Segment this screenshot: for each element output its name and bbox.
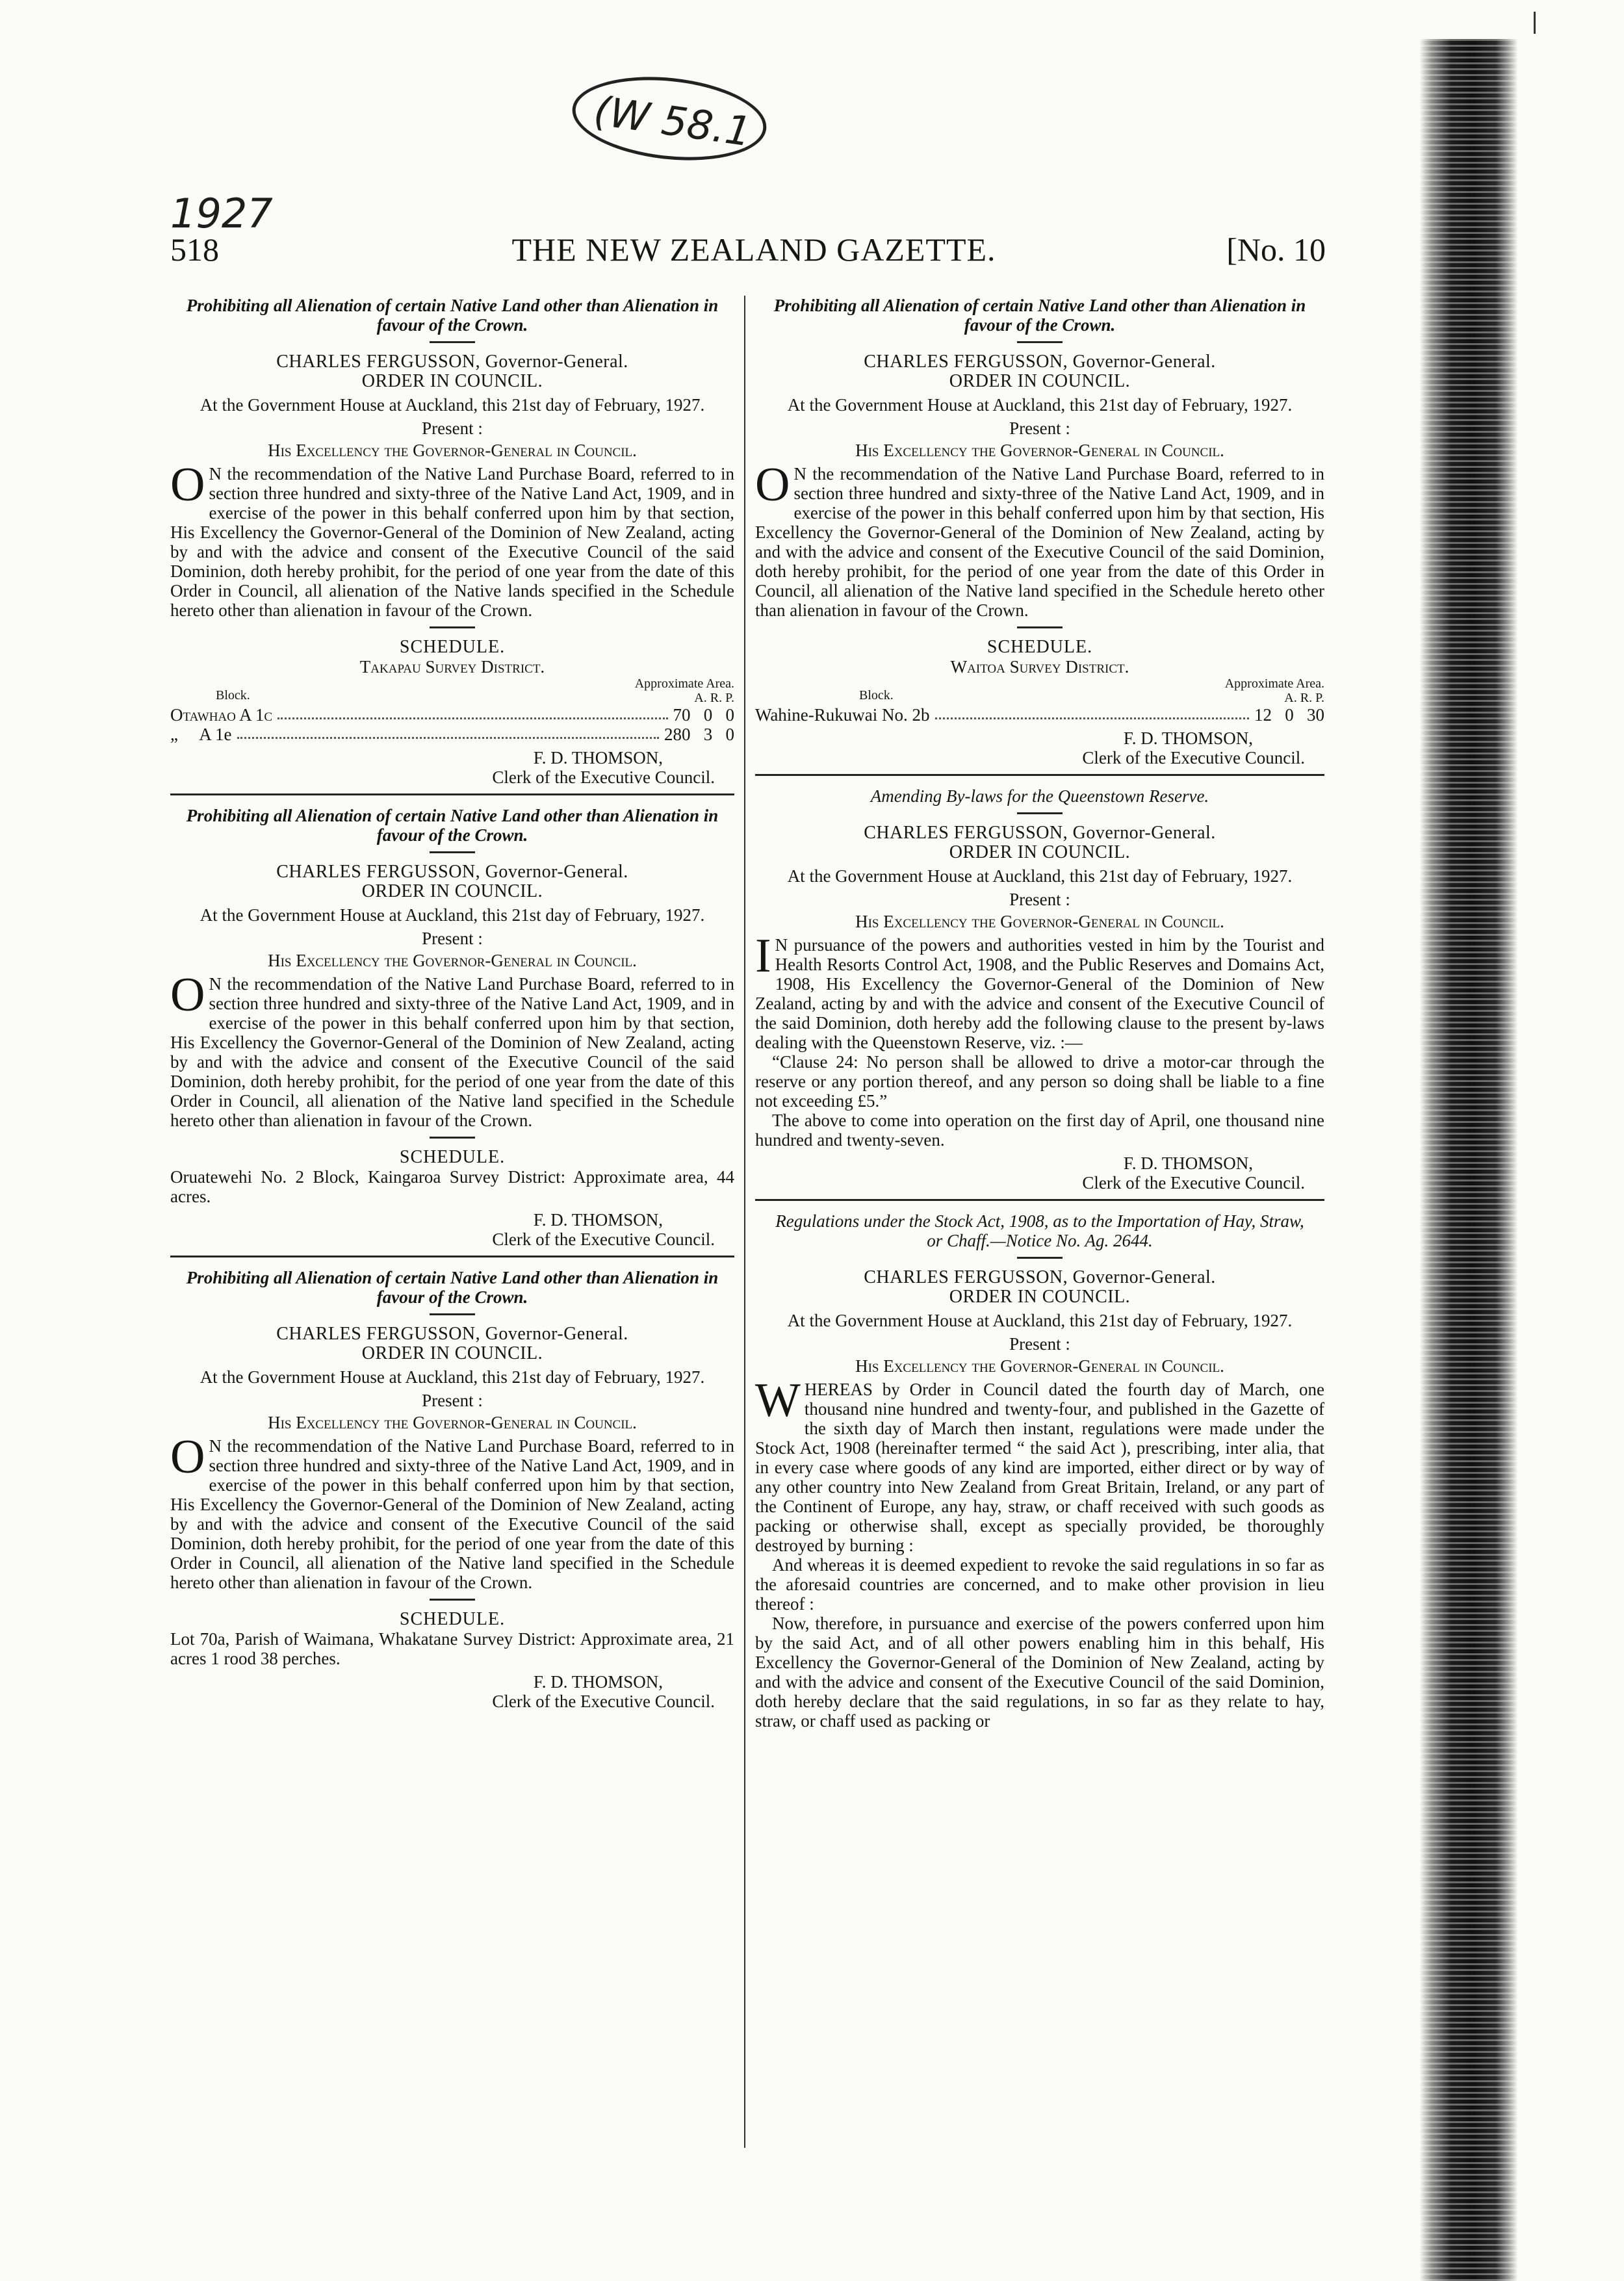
- present-label: Present :: [1009, 890, 1070, 909]
- order-heading: ORDER IN COUNCIL.: [949, 842, 1131, 862]
- block-name: „ A 1e: [170, 725, 232, 744]
- schedule-table-header: [170, 677, 734, 705]
- schedule-text: Oruatewehi No. 2 Block, Kaingaroa Survey District: Approximate area, 44 acres.: [170, 1167, 734, 1206]
- schedule-heading: SCHEDULE.: [399, 1147, 506, 1167]
- body-text: N the recommendation of the Native Land Purchase Board, referred to in section three hundred and sixty-three of the Native Land Act, 1909, and in exercise of the power in this behalf conferred upon him by that section, His Excellency the Governor-General of the Dominion of New Zealand, acting by and with the advice and consent of the Executive Council of the said Dominion, doth hereby prohibit, for the period of one year from the date of this Order in Council, all alienation of the Native land specified in the Schedule hereto other than alienation in favour of the Crown.: [170, 974, 734, 1130]
- governor-line: CHARLES FERGUSSON, Governor-General.: [276, 862, 628, 882]
- schedule-heading: SCHEDULE.: [399, 637, 506, 657]
- excellency-line: His Excellency the Governor-General in Council.: [855, 1356, 1224, 1376]
- clerk-name: F. D. THOMSON,: [1123, 1153, 1253, 1173]
- section-rule: [755, 774, 1324, 776]
- notice-stock-act: [755, 1211, 1324, 1731]
- place-date: At the Government House at Auckland, this 21st day of February, 1927.: [787, 1311, 1293, 1330]
- block-area: 12 0 30: [1254, 705, 1324, 725]
- clerk-role: Clerk of the Executive Council.: [1082, 1173, 1305, 1192]
- notice-title: Regulations under the Stock Act, 1908, as to the Importation of Hay, Straw, or Chaff.—Notice No. Ag. 2644.: [775, 1211, 1304, 1250]
- notice-body: [755, 929, 1324, 1052]
- excellency-line: His Excellency the Governor-General in Council.: [268, 1413, 637, 1432]
- clerk-role: Clerk of the Executive Council.: [492, 767, 715, 787]
- notice-body: [170, 1430, 734, 1592]
- schedule-table-header: [755, 677, 1324, 705]
- section-rule: [170, 1256, 734, 1257]
- notice-title: Prohibiting all Alienation of certain Native Land other than Alienation in favour of the Crown.: [186, 296, 719, 335]
- notice-queenstown: [755, 786, 1324, 1192]
- clerk-role: Clerk of the Executive Council.: [492, 1230, 715, 1249]
- drop-cap: O: [170, 1430, 205, 1484]
- present-label: Present :: [422, 1391, 483, 1410]
- schedule-heading: SCHEDULE.: [399, 1609, 506, 1629]
- governor-line: CHARLES FERGUSSON, Governor-General.: [864, 823, 1216, 843]
- clerk-role: Clerk of the Executive Council.: [1082, 748, 1305, 767]
- drop-cap: O: [170, 458, 205, 511]
- clause-text: “Clause 24: No person shall be allowed to drive a motor-car through the reserve or any portion thereof, and any person so doing shall be liable to a fine not exceeding £5.”: [755, 1052, 1324, 1111]
- short-rule: [1017, 1257, 1063, 1259]
- notice-body: [170, 968, 734, 1130]
- short-rule: [1017, 626, 1063, 628]
- gazette-title: THE NEW ZEALAND GAZETTE.: [511, 231, 996, 268]
- handwritten-reference: (W 58.1: [591, 86, 754, 156]
- notice-body: [755, 1374, 1324, 1555]
- column-divider: [744, 296, 745, 2148]
- place-date: At the Government House at Auckland, this 21st day of February, 1927.: [200, 1367, 705, 1387]
- schedule-heading: SCHEDULE.: [986, 637, 1093, 657]
- section-rule: [170, 793, 734, 795]
- section-rule: [755, 1199, 1324, 1201]
- col-units: A. R. P.: [1284, 691, 1324, 705]
- order-heading: ORDER IN COUNCIL.: [361, 881, 543, 901]
- excellency-line: His Excellency the Governor-General in Council.: [855, 912, 1224, 931]
- notice-body: [755, 458, 1324, 620]
- present-label: Present :: [422, 929, 483, 948]
- notice-title: Prohibiting all Alienation of certain Native Land other than Alienation in favour of the Crown.: [186, 1268, 719, 1307]
- col-area: Approximate Area.: [1224, 677, 1324, 691]
- clerk-name: F. D. THOMSON,: [533, 1210, 663, 1230]
- excellency-line: His Excellency the Governor-General in Council.: [855, 441, 1224, 460]
- notice-waimana: [170, 1268, 734, 1711]
- governor-line: CHARLES FERGUSSON, Governor-General.: [864, 1267, 1216, 1287]
- notice-oruatewehi: [170, 806, 734, 1249]
- clerk-role: Clerk of the Executive Council.: [492, 1692, 715, 1711]
- present-label: Present :: [422, 419, 483, 438]
- operation-text: The above to come into operation on the first day of April, one thousand nine hundred and twenty-seven.: [755, 1111, 1324, 1150]
- body-text: HEREAS by Order in Council dated the fourth day of March, one thousand nine hundred and twenty-four, and published in the Gazette of the sixth day of March then instant, regulations were made under the Stock Act, 1908 (hereinafter termed “ the said Act ), prescribing, inter alia, that in every case where goods of any kind are imported, either direct or by way of any other country into New Zealand from Great Britain, Ireland, or any part of the Continent of Europe, any hay, straw, or chaff received with such goods as packing or otherwise shall, except as specially provided, be thoroughly destroyed by burning :: [755, 1380, 1324, 1555]
- present-label: Present :: [1009, 419, 1070, 438]
- block-name: Otawhao A 1c: [170, 705, 273, 725]
- short-rule: [430, 626, 475, 628]
- col-block: Block.: [216, 688, 250, 702]
- place-date: At the Government House at Auckland, this 21st day of February, 1927.: [200, 905, 705, 925]
- notice-title: Amending By-laws for the Queenstown Reserve.: [870, 786, 1209, 806]
- body-paragraph: And whereas it is deemed expedient to revoke the said regulations in so far as the aforesaid countries are concerned, and to make other provision in lieu thereof :: [755, 1555, 1324, 1614]
- short-rule: [430, 1313, 475, 1315]
- edge-mark: [1534, 12, 1536, 34]
- col-units: A. R. P.: [694, 691, 734, 705]
- block-area: 70 0 0: [673, 705, 734, 725]
- short-rule: [1017, 812, 1063, 814]
- block-name: Wahine-Rukuwai No. 2b: [755, 705, 930, 725]
- governor-line: CHARLES FERGUSSON, Governor-General.: [276, 352, 628, 372]
- short-rule: [1017, 341, 1063, 343]
- present-label: Present :: [1009, 1334, 1070, 1354]
- body-paragraph: Now, therefore, in pursuance and exercise of the powers conferred upon him by the said Act, and of all other powers enabling him in this behalf, His Excellency the Governor-General of the Dominion of New Zealand, acting by and with the advice and consent of the Executive Council of the said Dominion, doth hereby declare that the said regulations, in so far as they relate to hay, straw, or chaff used as packing or: [755, 1614, 1324, 1731]
- page-number: 518: [170, 231, 219, 268]
- notice-takapau: [170, 296, 734, 787]
- survey-district: Waitoa Survey District.: [950, 657, 1129, 677]
- clerk-name: F. D. THOMSON,: [533, 748, 663, 767]
- col-block: Block.: [859, 688, 894, 702]
- order-heading: ORDER IN COUNCIL.: [949, 1287, 1131, 1307]
- place-date: At the Government House at Auckland, this 21st day of February, 1927.: [200, 395, 705, 415]
- governor-line: CHARLES FERGUSSON, Governor-General.: [864, 352, 1216, 372]
- short-rule: [430, 1137, 475, 1139]
- table-row: [170, 705, 734, 725]
- clerk-name: F. D. THOMSON,: [1123, 728, 1253, 748]
- order-heading: ORDER IN COUNCIL.: [361, 371, 543, 391]
- body-text: N the recommendation of the Native Land Purchase Board, referred to in section three hundred and sixty-three of the Native Land Act, 1909, and in exercise of the power in this behalf conferred upon him by that section, His Excellency the Governor-General of the Dominion of New Zealand, acting by and with the advice and consent of the Executive Council of the said Dominion, doth hereby prohibit, for the period of one year from the date of this Order in Council, all alienation of the Native land specified in the Schedule hereto other than alienation in favour of the Crown.: [170, 1436, 734, 1592]
- schedule-text: Lot 70a, Parish of Waimana, Whakatane Survey District: Approximate area, 21 acres 1 rood 38 perches.: [170, 1629, 734, 1668]
- notice-body: [170, 458, 734, 620]
- survey-district: Takapau Survey District.: [359, 657, 545, 677]
- drop-cap: W: [755, 1374, 801, 1427]
- table-row: [170, 725, 734, 744]
- short-rule: [430, 341, 475, 343]
- table-row: [755, 705, 1324, 725]
- notice-waitoa: [755, 296, 1324, 767]
- clerk-name: F. D. THOMSON,: [533, 1672, 663, 1692]
- issue-number: [No. 10: [1226, 231, 1326, 268]
- order-heading: ORDER IN COUNCIL.: [361, 1343, 543, 1363]
- excellency-line: His Excellency the Governor-General in Council.: [268, 951, 637, 970]
- drop-cap: I: [755, 929, 771, 983]
- drop-cap: O: [755, 458, 790, 511]
- body-text: N the recommendation of the Native Land Purchase Board, referred to in section three hundred and sixty-three of the Native Land Act, 1909, and in exercise of the power in this behalf conferred upon him by that section, His Excellency the Governor-General of the Dominion of New Zealand, acting by and with the advice and consent of the Executive Council of the said Dominion, doth hereby prohibit, for the period of one year from the date of this Order in Council, all alienation of the Native lands specified in the Schedule hereto other than alienation in favour of the Crown.: [170, 464, 734, 620]
- right-column: [755, 296, 1324, 1731]
- body-text: N pursuance of the powers and authorities vested in him by the Tourist and Health Resorts Control Act, 1908, and the Public Reserves and Domains Act, 1908, His Excellency the Governor-General of the Dominion of New Zealand, acting by and with the advice and consent of the Executive Council of the said Dominion, doth hereby add the following clause to the present by-laws dealing with the Queenstown Reserve, viz. :—: [755, 935, 1324, 1052]
- short-rule: [430, 1599, 475, 1601]
- block-area: 280 3 0: [664, 725, 734, 744]
- excellency-line: His Excellency the Governor-General in Council.: [268, 441, 637, 460]
- short-rule: [430, 851, 475, 853]
- governor-line: CHARLES FERGUSSON, Governor-General.: [276, 1324, 628, 1344]
- order-heading: ORDER IN COUNCIL.: [949, 371, 1131, 391]
- place-date: At the Government House at Auckland, this 21st day of February, 1927.: [787, 866, 1293, 886]
- notice-title: Prohibiting all Alienation of certain Native Land other than Alienation in favour of the Crown.: [773, 296, 1306, 335]
- notice-title: Prohibiting all Alienation of certain Native Land other than Alienation in favour of the Crown.: [186, 806, 719, 845]
- page-binding-edge: [1420, 39, 1517, 2281]
- drop-cap: O: [170, 968, 205, 1022]
- place-date: At the Government House at Auckland, this 21st day of February, 1927.: [787, 395, 1293, 415]
- left-column: [170, 296, 734, 1711]
- col-area: Approximate Area.: [634, 677, 734, 691]
- handwritten-year: 1927: [170, 190, 273, 237]
- body-text: N the recommendation of the Native Land Purchase Board, referred to in section three hundred and sixty-three of the Native Land Act, 1909, and in exercise of the power in this behalf conferred upon him by that section, His Excellency the Governor-General of the Dominion of New Zealand, acting by and with the advice and consent of the Executive Council of the said Dominion, doth hereby prohibit, for the period of one year from the date of this Order in Council, all alienation of the Native land specified in the Schedule hereto other than alienation in favour of the Crown.: [755, 464, 1324, 620]
